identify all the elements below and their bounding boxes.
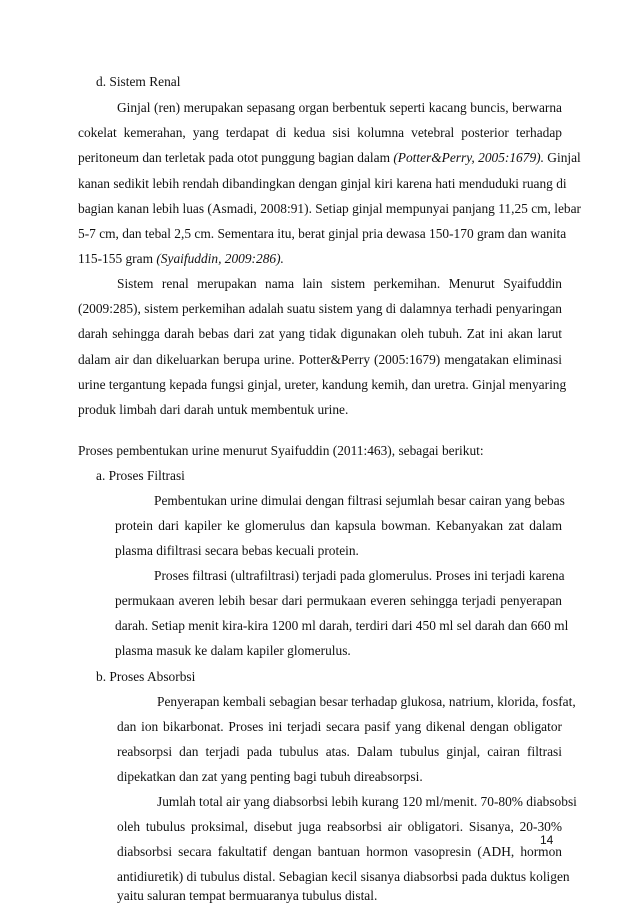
paragraph-line: produk limbah dari darah untuk membentuk urine. bbox=[78, 402, 349, 417]
paragraph-line: antidiuretik) di tubulus distal. Sebagian kecil sisanya diabsorbsi pada duktus koligen bbox=[117, 869, 570, 884]
paragraph-line: plasma difiltrasi secara bebas kecuali protein. bbox=[115, 543, 359, 558]
section-heading-filtrasi: a. Proses Filtrasi bbox=[96, 468, 185, 483]
citation: (Potter&Perry, 2005:1679). bbox=[393, 150, 544, 165]
paragraph-line: bagian kanan lebih luas (Asmadi, 2008:91). Setiap ginjal mempunyai panjang 11,25 cm, lebar bbox=[78, 201, 582, 216]
paragraph-line: (2009:285), sistem perkemihan adalah suatu sistem yang di dalamnya terhadi penyaringan bbox=[78, 301, 562, 316]
paragraph-line-citation bbox=[78, 251, 284, 267]
paragraph-line: Pembentukan urine dimulai dengan filtrasi sejumlah besar cairan yang bebas bbox=[154, 493, 565, 508]
paragraph-line: urine tergantung kepada fungsi ginjal, ureter, kandung kemih, dan uretra. Ginjal menyaring bbox=[78, 377, 567, 392]
page-number: 14 bbox=[540, 833, 554, 847]
paragraph-line: darah. Setiap menit kira-kira 1200 ml darah, terdiri dari 450 ml sel darah dan 660 ml bbox=[115, 618, 569, 633]
paragraph-line: Ginjal (ren) merupakan sepasang organ berbentuk seperti kacang buncis, berwarna bbox=[117, 100, 562, 115]
citation: (Syaifuddin, 2009:286). bbox=[156, 251, 284, 266]
paragraph-line: reabsorpsi dan terjadi pada tubulus atas. Dalam tubulus ginjal, cairan filtrasi bbox=[117, 744, 562, 759]
paragraph-line: yaitu saluran tempat bermuaranya tubulus distal. bbox=[117, 888, 378, 903]
paragraph-line: darah sehingga darah bebas dari zat yang tidak digunakan oleh tubuh. Zat ini akan larut bbox=[78, 326, 562, 341]
paragraph-line: kanan sedikit lebih rendah dibandingkan dengan ginjal kiri karena hati menduduki ruang di bbox=[78, 176, 567, 191]
paragraph-line: 5-7 cm, dan tebal 2,5 cm. Sementara itu, berat ginjal pria dewasa 150-170 gram dan wanita bbox=[78, 226, 567, 241]
paragraph-line: diabsorbsi secara fakultatif dengan bantuan hormon vasopresin (ADH, hormon bbox=[117, 844, 562, 859]
text-segment: Ginjal bbox=[543, 150, 581, 165]
paragraph-line: protein dari kapiler ke glomerulus dan kapsula bowman. Kebanyakan zat dalam bbox=[115, 518, 562, 533]
paragraph-line: permukaan averen lebih besar dari permukaan everen sehingga terjadi penyerapan bbox=[115, 593, 562, 608]
paragraph-line-citation bbox=[78, 150, 581, 166]
paragraph-line: cokelat kemerahan, yang terdapat di kedua sisi kolumna vetebral posterior terhadap bbox=[78, 125, 562, 140]
intro-line: Proses pembentukan urine menurut Syaifuddin (2011:463), sebagai berikut: bbox=[78, 443, 484, 458]
paragraph-line: oleh tubulus proksimal, disebut juga reabsorbsi air obligatori. Sisanya, 20-30% bbox=[117, 819, 562, 834]
paragraph-line: Penyerapan kembali sebagian besar terhadap glukosa, natrium, klorida, fosfat, bbox=[157, 694, 576, 709]
section-heading-absorbsi: b. Proses Absorbsi bbox=[96, 669, 196, 684]
paragraph-line: dipekatkan dan zat yang penting bagi tubuh direabsorpsi. bbox=[117, 769, 423, 784]
text-segment: 115-155 gram bbox=[78, 251, 157, 266]
paragraph-line: Proses filtrasi (ultrafiltrasi) terjadi pada glomerulus. Proses ini terjadi karena bbox=[154, 568, 565, 583]
paragraph-line: Jumlah total air yang diabsorbsi lebih kurang 120 ml/menit. 70-80% diabsobsi bbox=[157, 794, 577, 809]
paragraph-line: plasma masuk ke dalam kapiler glomerulus. bbox=[115, 643, 351, 658]
paragraph-line: dan ion bikarbonat. Proses ini terjadi secara pasif yang dikenal dengan obligator bbox=[117, 719, 562, 734]
section-heading-renal: d. Sistem Renal bbox=[96, 74, 181, 89]
paragraph-line: Sistem renal merupakan nama lain sistem perkemihan. Menurut Syaifuddin bbox=[117, 276, 562, 291]
paragraph-line: dalam air dan dikeluarkan berupa urine. Potter&Perry (2005:1679) mengatakan eliminasi bbox=[78, 352, 562, 367]
text-segment: peritoneum dan terletak pada otot punggung bagian dalam bbox=[78, 150, 394, 165]
